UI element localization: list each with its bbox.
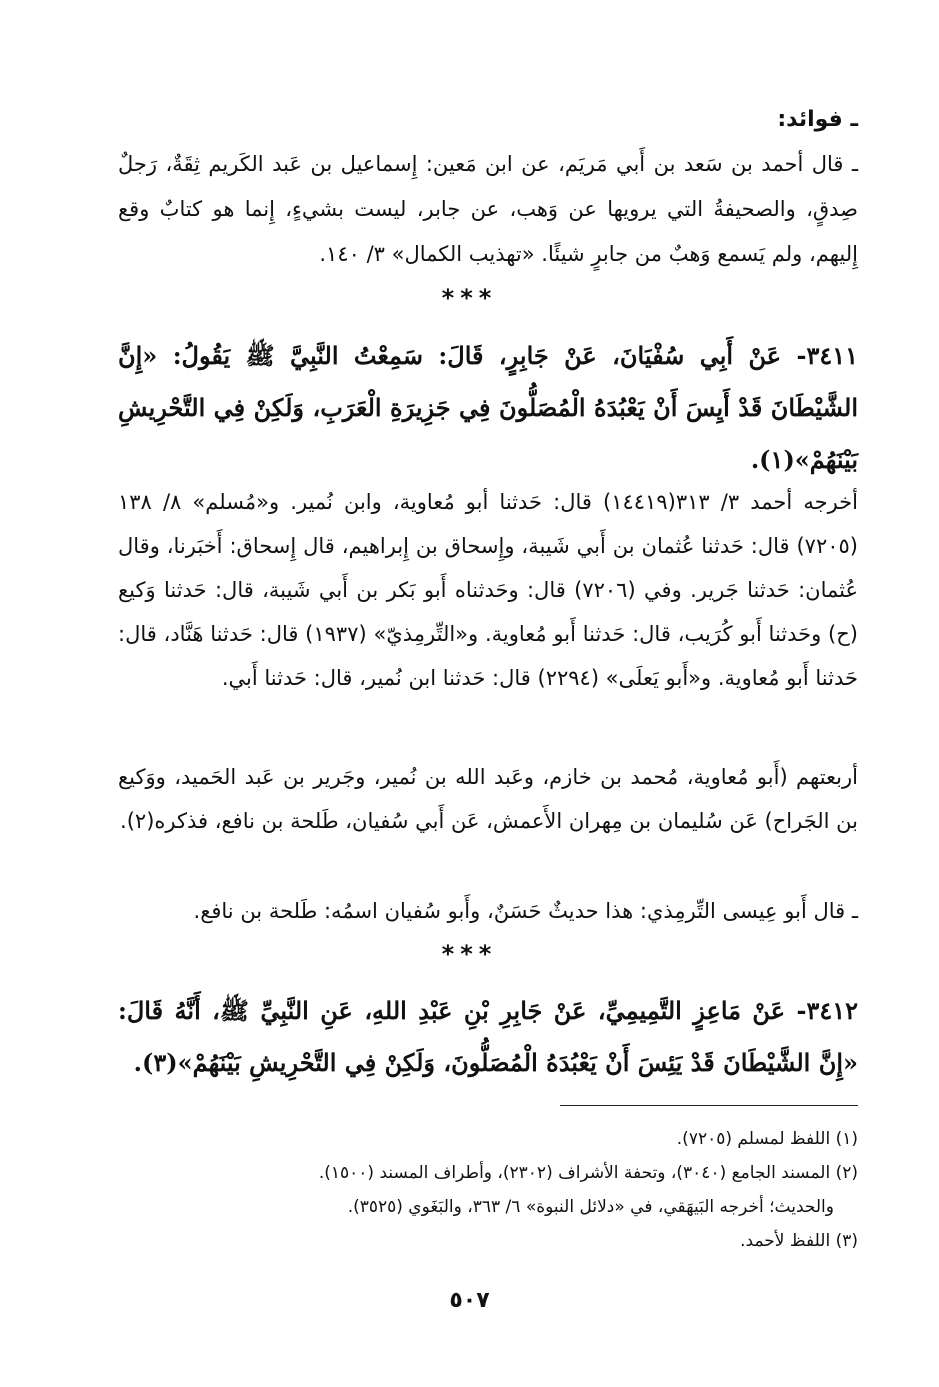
benefits-paragraph: ـ قال أحمد بن سَعد بن أَبي مَريَم، عن ابن مَعين: إِسماعيل بن عَبد الكَريم ثِقَةٌ، رَجلٌ صِدقٍ، والصحيفةُ التي يرويها عن وَهب، عن جابر، ليست بشيءٍ، إِنما هو كتابٌ وقع إِليهم، ولم يَسمع وَهبٌ من جابرٍ شيئًا. «تهذيب الكمال» ٣/ ١٤٠. bbox=[118, 152, 858, 266]
footnotes-block bbox=[118, 1122, 858, 1258]
hadith-3412-text: ٣٤١٢- عَنْ مَاعِزٍ التَّمِيمِيِّ، عَنْ جَابِرِ بْنِ عَبْدِ اللهِ، عَنِ النَّبِيِّ ﷺ، أَنَّهُ قَالَ: «إِنَّ الشَّيْطَانَ قَدْ يَئِسَ أَنْ يَعْبُدَهُ الْمُصَلُّونَ، وَلَكِنْ فِي التَّحْرِيشِ بَيْنَهُمْ»(٣). bbox=[118, 996, 858, 1077]
takhrij-3411-block bbox=[118, 480, 858, 700]
benefits-block bbox=[118, 142, 858, 277]
tirmidhi-note: ـ قال أَبو عِيسى التِّرمِذي: هذا حديثٌ حَسَنٌ، وأَبو سُفيان اسمُه: طَلحة بن نافع. bbox=[193, 899, 858, 923]
page-number: ٥٠٧ bbox=[449, 1288, 490, 1313]
section-heading: ـ فوائد: bbox=[777, 107, 858, 132]
footnote-3: (٣) اللفظ لأحمد. bbox=[740, 1231, 858, 1251]
hadith-3411-text: ٣٤١١- عَنْ أَبِي سُفْيَانَ، عَنْ جَابِرٍ، قَالَ: سَمِعْتُ النَّبِيَّ ﷺ يَقُولُ: «إِنَّ الشَّيْطَانَ قَدْ أَيِسَ أَنْ يَعْبُدَهُ الْمُصَلُّونَ فِي جَزِيرَةِ الْعَرَبِ، وَلَكِنْ فِي التَّحْرِيشِ بَيْنَهُمْ»(١). bbox=[118, 341, 859, 474]
separator-stars-2: *** bbox=[441, 940, 498, 968]
footnote-2-continued: والحديث؛ أخرجه البَيهَقي، في «دلائل النبوة» ٦/ ٣٦٣، والبَغَوي (٣٥٢٥). bbox=[347, 1197, 834, 1217]
footnote-1: (١) اللفظ لمسلم (٧٢٠٥). bbox=[676, 1129, 858, 1149]
footnote-divider bbox=[560, 1105, 858, 1106]
takhrij-3411-paragraph: أخرجه أحمد ٣/ ٣١٣(١٤٤١٩) قال: حَدثنا أبو مُعاوية، وابن نُمير. و«مُسلم» ٨/ ١٣٨ (٧٢٠٥) قال: حَدثنا عُثمان بن أَبي شَيبة، وإِسحاق بن إِبراهيم، قال إِسحاق: أَخبَرنا، وقال عُثمان: حَدثنا جَرير. وفي (٧٢٠٦) قال: وحَدثناه أَبو بَكر بن أَبي شَيبة، قال: حَدثنا وَكيع (ح) وحَدثنا أَبو كُرَيب، قال: حَدثنا أَبو مُعاوية. و«التِّرمِذيّ» (١٩٣٧) قال: حَدثنا هَنَّاد، قال: حَدثنا أَبو مُعاوية. و«أَبو يَعلَى» (٢٢٩٤) قال: حَدثنا ابن نُمير، قال: حَدثنا أَبي. bbox=[118, 490, 858, 690]
narrators-3411-paragraph: أربعتهم (أَبو مُعاوية، مُحمد بن خازم، وعَبد الله بن نُمير، وجَرير بن عَبد الحَميد، ووَكيع بن الجَراح) عَن سُليمان بن مِهران الأَعمش، عَن أَبي سُفيان، طَلحة بن نافع، فذكره(٢). bbox=[118, 765, 858, 833]
narrators-3411-block bbox=[118, 755, 858, 843]
separator-stars: *** bbox=[441, 284, 498, 312]
footnote-2: (٢) المسند الجامع (٣٠٤٠)، وتحفة الأشراف (٢٣٠٢)، وأطراف المسند (١٥٠٠). bbox=[318, 1163, 858, 1183]
tirmidhi-note-block bbox=[118, 889, 858, 934]
hadith-3411-block bbox=[118, 330, 858, 486]
hadith-3412-block bbox=[118, 985, 858, 1089]
